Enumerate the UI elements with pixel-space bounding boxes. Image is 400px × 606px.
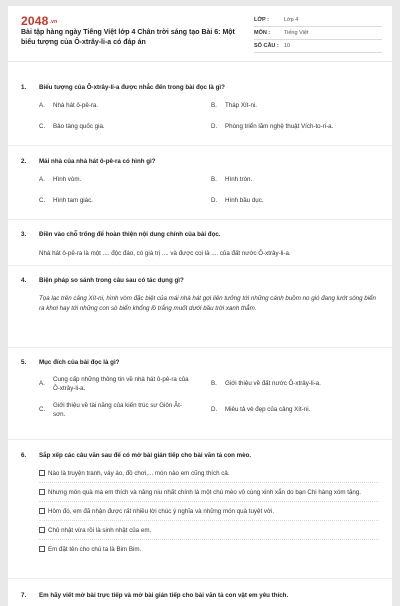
option-b[interactable] bbox=[211, 376, 383, 393]
checkbox-icon bbox=[39, 508, 45, 514]
option-text: Hình tam giác. bbox=[53, 196, 93, 204]
option-letter: D. bbox=[211, 196, 218, 204]
question-number: 5. bbox=[21, 359, 27, 366]
question-5 bbox=[21, 358, 383, 419]
page-title: Bài tập hàng ngày Tiếng Việt lớp 4 Chân trời sáng tạo Bài 6: Một biểu tượng của Ô-xtrây-li-a có đáp án bbox=[21, 29, 235, 46]
option-a[interactable] bbox=[39, 176, 211, 185]
option-d[interactable] bbox=[211, 197, 383, 206]
checkbox-icon bbox=[39, 470, 45, 476]
sortable-item[interactable] bbox=[39, 488, 379, 497]
page-header bbox=[8, 6, 392, 62]
question-text: Biểu tượng của Ô-xtrây-li-a được nhắc đến trong bài đọc là gì? bbox=[39, 84, 225, 91]
option-c[interactable] bbox=[39, 402, 211, 419]
question-6 bbox=[21, 451, 383, 554]
question-number: 6. bbox=[21, 452, 27, 459]
option-b[interactable] bbox=[211, 176, 383, 185]
item-text: Nhưng món quà mà em thích và nâng niu nhất chính là một chú mèo vô cùng xinh xắn do bạn Chi hàng xóm tặng. bbox=[48, 489, 362, 496]
option-d[interactable] bbox=[211, 402, 383, 419]
sortable-item[interactable] bbox=[39, 545, 379, 554]
option-letter: D. bbox=[211, 406, 218, 414]
option-text: Phòng triển lãm nghệ thuật Vích-to-ri-a. bbox=[225, 122, 334, 130]
meta-key: SỐ CÂU : bbox=[254, 43, 279, 49]
fill-in-sentence: Nhà hát ô-pê-ra là một .... độc đáo, có giá trị .... và được coi là .... của đất nước Ô-xtrây-li-a. bbox=[39, 250, 291, 257]
meta-row-subject bbox=[254, 27, 382, 40]
option-letter: A. bbox=[39, 102, 45, 109]
option-text: Hình bầu dục. bbox=[225, 196, 264, 204]
meta-value: 10 bbox=[284, 43, 291, 49]
quoted-sentence: Tọa lạc trên cảng Xít-ni, hình vòm đặc biệt của mái nhà hát gợi liên tưởng tới những cánh buồm no gió đang lướt sóng biển ra khơi hay tới những con sò biển khổng lồ trắng muốt dưới bầu trời xanh thẳm. bbox=[39, 295, 376, 312]
option-text: Cung cấp những thông tin về nhà hát ô-pê-ra của Ô-xtrây-li-a. bbox=[53, 376, 189, 392]
option-text: Giới thiệu về đất nước Ô-xtrây-li-a. bbox=[225, 380, 321, 388]
option-letter: B. bbox=[211, 102, 217, 109]
question-text: Điền vào chỗ trống để hoàn thiện nội dung chính của bài đọc. bbox=[39, 231, 221, 238]
question-3 bbox=[21, 230, 383, 258]
item-text: Em đặt tên cho chú ta là Bim Bim. bbox=[48, 546, 142, 553]
question-2 bbox=[21, 157, 383, 205]
option-text: Tháp Xít-ni. bbox=[225, 102, 257, 109]
item-text: Hôm đó, em đã nhận được rất nhiều lời chúc ý nghĩa và những món quà tuyệt vời. bbox=[48, 508, 275, 515]
divider bbox=[8, 347, 392, 348]
option-letter: C. bbox=[39, 122, 46, 130]
divider bbox=[8, 439, 392, 440]
dotted-divider bbox=[39, 539, 379, 540]
divider bbox=[8, 219, 392, 220]
question-text: Em hãy viết mở bài trực tiếp và mở bài gián tiếp cho bài văn tả con vật em yêu thích. bbox=[39, 592, 289, 599]
dotted-divider bbox=[39, 520, 379, 521]
question-number: 2. bbox=[21, 158, 27, 165]
question-number: 4. bbox=[21, 277, 27, 284]
option-letter: C. bbox=[39, 406, 46, 414]
option-c[interactable] bbox=[39, 123, 211, 132]
option-letter: A. bbox=[39, 176, 45, 183]
dotted-divider bbox=[39, 501, 379, 502]
question-text: Biện pháp so sánh trong câu sau có tác dụng gì? bbox=[39, 277, 184, 284]
option-letter: C. bbox=[39, 196, 46, 204]
question-7 bbox=[21, 591, 383, 600]
option-c[interactable] bbox=[39, 197, 211, 206]
checkbox-icon bbox=[39, 546, 45, 552]
sortable-item[interactable] bbox=[39, 469, 379, 478]
worksheet-page bbox=[8, 6, 392, 606]
option-text: Nhà hát ô-pê-ra. bbox=[53, 102, 99, 109]
item-text: Nào là truyện tranh, váy áo, đồ chơi,... món nào em cũng thích cả. bbox=[48, 470, 230, 477]
option-text: Bảo tàng quốc gia. bbox=[53, 122, 105, 130]
dotted-divider bbox=[39, 482, 379, 483]
divider bbox=[8, 265, 392, 266]
divider bbox=[8, 145, 392, 146]
question-number: 3. bbox=[21, 231, 27, 238]
question-4 bbox=[21, 276, 383, 314]
question-number: 7. bbox=[21, 592, 27, 599]
meta-key: MÔN : bbox=[254, 30, 271, 36]
question-number: 1. bbox=[21, 84, 27, 91]
checkbox-icon bbox=[39, 527, 45, 533]
question-text: Mái nhà của nhà hát ô-pê-ra có hình gì? bbox=[39, 158, 156, 165]
meta-key: LỚP : bbox=[254, 17, 269, 23]
sortable-item[interactable] bbox=[39, 507, 379, 516]
logo-suffix: .vn bbox=[49, 18, 58, 25]
meta-table bbox=[254, 14, 382, 53]
meta-value: Lớp 4 bbox=[284, 17, 299, 23]
option-b[interactable] bbox=[211, 102, 383, 111]
option-text: Hình vòm. bbox=[53, 176, 82, 183]
site-logo[interactable] bbox=[21, 14, 57, 28]
meta-value: Tiếng Việt bbox=[284, 30, 309, 36]
checkbox-icon bbox=[39, 489, 45, 495]
option-d[interactable] bbox=[211, 123, 383, 132]
option-a[interactable] bbox=[39, 376, 211, 393]
option-text: Miêu tả vẻ đẹp của cảng Xít-ni. bbox=[225, 406, 311, 414]
sortable-item[interactable] bbox=[39, 526, 379, 535]
logo-text: 2048 bbox=[21, 14, 49, 28]
option-letter: B. bbox=[211, 380, 217, 388]
option-text: Giới thiệu về tài năng của kiến trúc sư Giôn Ât-sơn. bbox=[53, 402, 182, 418]
divider bbox=[8, 578, 392, 579]
question-1 bbox=[21, 83, 383, 131]
option-letter: B. bbox=[211, 176, 217, 183]
option-text: Hình tròn. bbox=[225, 176, 253, 183]
option-a[interactable] bbox=[39, 102, 211, 111]
question-text: Mục đích của bài đọc là gì? bbox=[39, 359, 120, 366]
item-text: Chủ nhật vừa rồi là sinh nhật của em. bbox=[48, 527, 152, 534]
meta-row-class bbox=[254, 14, 382, 27]
option-letter: A. bbox=[39, 380, 45, 388]
meta-row-count bbox=[254, 40, 382, 53]
option-letter: D. bbox=[211, 122, 218, 130]
question-text: Sắp xếp các câu văn sau để có mở bài gián tiếp cho bài văn tả con mèo. bbox=[39, 452, 252, 459]
